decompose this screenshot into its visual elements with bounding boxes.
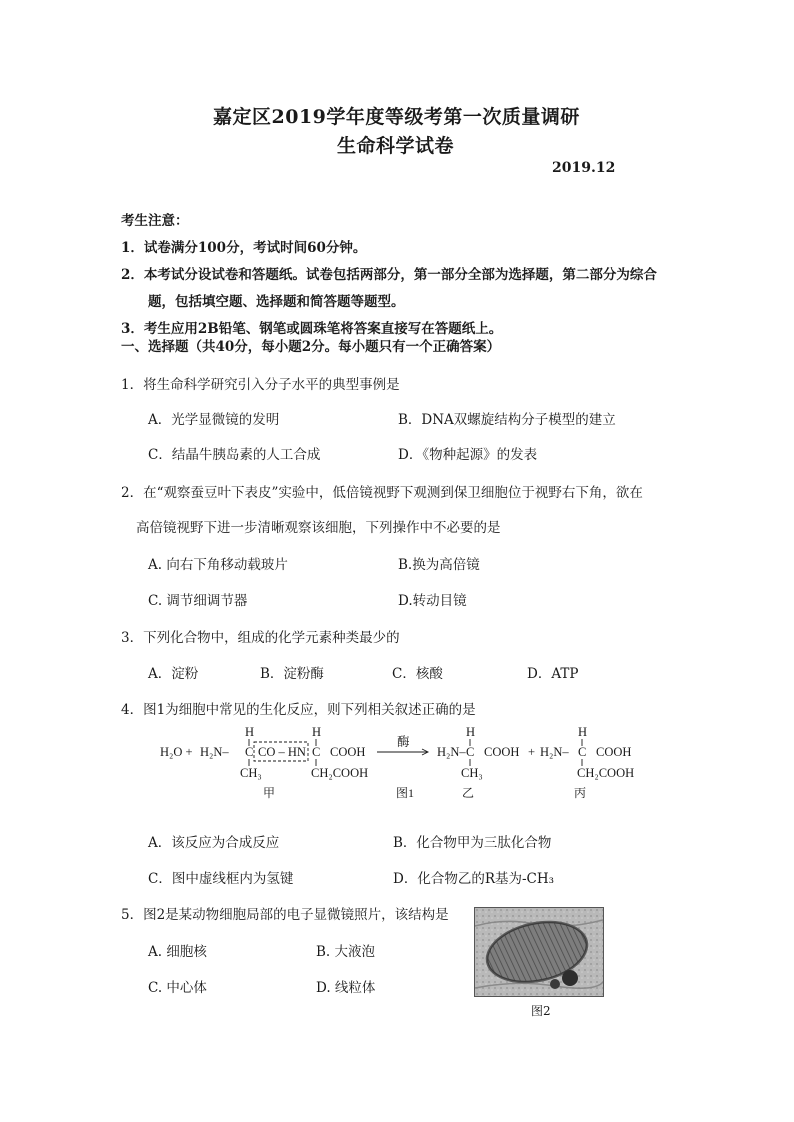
fig1-h-2: H <box>312 725 322 739</box>
notice-item-2: 2．本考试分设试卷和答题纸。试卷包括两部分，第一部分全部为选择题，第二部分为综合 <box>121 267 657 283</box>
question-2-stem-cont: 高倍镜视野下进一步清晰观察该细胞，下列操作中不必要的是 <box>136 520 501 536</box>
notice-item-3: 3．考生应用2B铅笔、钢笔或圆珠笔将答案直接写在答题纸上。 <box>121 321 503 337</box>
q4-option-d: D．化合物乙的R基为-CH₃ <box>393 871 555 887</box>
q3-option-c: C．核酸 <box>392 666 443 682</box>
fig1-plus: + <box>528 745 536 759</box>
q3-option-d: D．ATP <box>527 666 579 682</box>
q1-option-c: C．结晶牛胰岛素的人工合成 <box>148 447 321 463</box>
fig1-cooh-1: COOH <box>330 745 366 759</box>
question-3-stem: 3．下列化合物中，组成的化学元素种类最少的 <box>121 630 400 646</box>
notice-item-2-cont: 题，包括填空题、选择题和简答题等题型。 <box>148 294 405 310</box>
notice-heading: 考生注意： <box>121 213 189 229</box>
figure-2-caption: 图2 <box>531 1004 551 1018</box>
q3-option-b: B．淀粉酶 <box>260 666 324 682</box>
fig1-h-yi: H <box>466 725 476 739</box>
exam-date: 2019.12 <box>552 160 616 176</box>
q4-option-c: C．图中虚线框内为氢键 <box>148 871 294 887</box>
q5-option-a: A. 细胞核 <box>148 944 207 960</box>
q2-option-d: D.转动目镜 <box>398 593 467 609</box>
page-subtitle: 生命科学试卷 <box>337 135 455 157</box>
q1-option-d: D．《物种起源》的发表 <box>398 447 538 463</box>
question-1-stem: 1．将生命科学研究引入分子水平的典型事例是 <box>121 377 400 393</box>
question-4-stem: 4．图1为细胞中常见的生化反应，则下列相关叙述正确的是 <box>121 702 476 718</box>
fig1-ch3-1: CH₃ <box>240 766 262 780</box>
q3-option-a: A．淀粉 <box>148 666 199 682</box>
q5-option-b: B. 大液泡 <box>316 944 376 960</box>
question-2-stem: 2．在“观察蚕豆叶下表皮”实验中，低倍镜视野下观测到保卫细胞位于视野右下角，欲在 <box>121 485 643 501</box>
fig1-h2n-left: H₂N– <box>200 745 229 759</box>
fig1-ch2cooh-bing: CH₂COOH <box>577 766 635 780</box>
fig1-water: H₂O + <box>160 745 193 759</box>
q4-option-b: B．化合物甲为三肽化合物 <box>393 835 552 851</box>
fig1-label-yi: 乙 <box>462 786 475 800</box>
figure-2-micrograph <box>474 907 604 997</box>
q2-option-a: A. 向右下角移动载玻片 <box>148 557 288 573</box>
q5-option-c: C. 中心体 <box>148 980 207 996</box>
fig1-c-2: C <box>312 745 321 759</box>
fig1-enzyme: 酶 <box>397 735 410 749</box>
fig1-cooh-yi: COOH <box>484 745 520 759</box>
q4-option-a: A．该反应为合成反应 <box>148 835 280 851</box>
fig1-label-bing: 丙 <box>574 786 587 800</box>
fig1-h2n-bing: H₂N– <box>540 745 569 759</box>
q5-option-d: D. 线粒体 <box>316 980 376 996</box>
question-5-stem: 5．图2是某动物细胞局部的电子显微镜照片，该结构是 <box>121 907 449 923</box>
fig1-caption: 图1 <box>396 786 415 800</box>
fig1-h-1: H <box>245 725 255 739</box>
mitochondrion-image <box>475 908 603 996</box>
fig1-cooh-bing: COOH <box>596 745 632 759</box>
fig1-ch3-yi: CH₃ <box>461 766 483 780</box>
fig1-co-hn: CO – HN <box>258 745 306 759</box>
q1-option-a: A．光学显微镜的发明 <box>148 412 280 428</box>
fig1-c-1: C <box>245 745 254 759</box>
fig1-ch2cooh-1: CH₂COOH <box>311 766 369 780</box>
q1-option-b: B．DNA双螺旋结构分子模型的建立 <box>398 412 616 428</box>
fig1-h-bing: H <box>578 725 588 739</box>
page-title: 嘉定区2019学年度等级考第一次质量调研 <box>213 106 580 128</box>
section-heading: 一、选择题（共40分，每小题2分。每小题只有一个正确答案） <box>121 339 501 355</box>
fig1-label-jia: 甲 <box>263 786 276 800</box>
fig1-h2n-yi: H₂N– <box>437 745 466 759</box>
q2-option-b: B.换为高倍镜 <box>398 557 480 573</box>
fig1-c-bing: C <box>578 745 587 759</box>
notice-item-1: 1．试卷满分100分，考试时间60分钟。 <box>121 240 367 256</box>
q2-option-c: C. 调节细调节器 <box>148 593 248 609</box>
fig1-c-yi: C <box>466 745 475 759</box>
